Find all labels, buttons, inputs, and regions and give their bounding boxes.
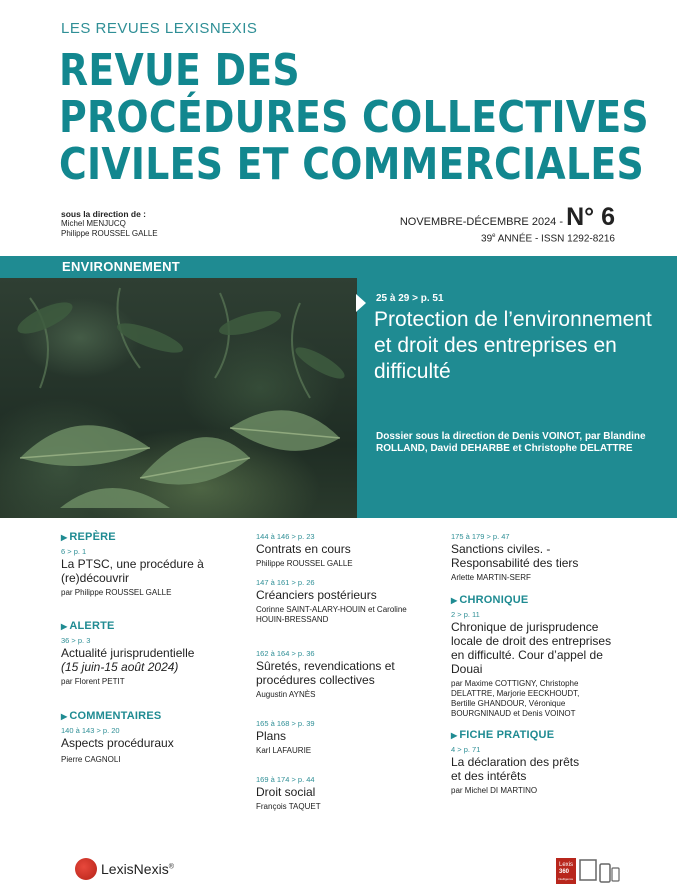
lexis360-devices bbox=[556, 856, 620, 884]
editorial-direction bbox=[61, 209, 158, 239]
page-ref: 4 > p. 71 bbox=[451, 745, 481, 754]
article-title: Actualité jurisprudentielle bbox=[61, 646, 195, 660]
title-line-2: PROCÉDURES COLLECTIVES bbox=[59, 92, 649, 143]
section-label: FICHE PRATIQUE bbox=[459, 729, 555, 741]
article-title: Créanciers postérieurs bbox=[256, 588, 377, 602]
article-author: par Philippe ROUSSEL GALLE bbox=[61, 588, 172, 597]
triangle-icon: ▶ bbox=[451, 596, 458, 605]
lexisnexis-mark-icon bbox=[75, 858, 97, 880]
article-title: La déclaration des prêts et des intérêts bbox=[451, 755, 580, 783]
svg-text:Intelligence: Intelligence bbox=[558, 877, 574, 881]
article-title: Contrats en cours bbox=[256, 542, 351, 556]
director-name: Philippe ROUSSEL GALLE bbox=[61, 229, 158, 238]
toc-entry-alerte bbox=[61, 620, 236, 687]
svg-text:360: 360 bbox=[559, 869, 570, 875]
section-label: REPÈRE bbox=[69, 531, 116, 543]
theme-band bbox=[0, 256, 357, 278]
toc-entry-creanciers bbox=[256, 574, 426, 625]
issue-year-issn: 39e ANNÉE - ISSN 1292-8216 bbox=[481, 233, 615, 245]
article-title: Droit social bbox=[256, 785, 316, 799]
article-title: Chronique de jurisprudence locale de droit des entreprises en difficulté. Cour d’appel de Douai bbox=[451, 620, 612, 676]
toc-entry-sanctions bbox=[451, 528, 631, 583]
article-author: par Florent PETIT bbox=[61, 677, 125, 686]
page-ref: 162 à 164 > p. 36 bbox=[256, 649, 315, 658]
feature-title: Protection de l’environnement et droit des entreprises en difficulté bbox=[374, 308, 652, 383]
feature-pages: 25 à 29 > p. 51 bbox=[376, 293, 444, 304]
issue-date: NOVEMBRE-DÉCEMBRE 2024 - bbox=[399, 216, 564, 228]
article-title: Aspects procéduraux bbox=[61, 736, 174, 750]
page-ref: 169 à 174 > p. 44 bbox=[256, 775, 315, 784]
triangle-icon: ▶ bbox=[451, 731, 458, 740]
page-ref: 140 à 143 > p. 20 bbox=[61, 726, 120, 735]
toc-entry-commentaires bbox=[61, 710, 236, 765]
page-ref: 144 à 146 > p. 23 bbox=[256, 532, 315, 541]
section-label: ALERTE bbox=[69, 620, 115, 632]
article-author: Philippe ROUSSEL GALLE bbox=[256, 559, 353, 568]
article-title: Sanctions civiles. - Responsabilité des tiers bbox=[451, 542, 579, 570]
page-ref: 36 > p. 3 bbox=[61, 636, 91, 645]
section-label: CHRONIQUE bbox=[459, 594, 529, 606]
toc-entry-repere bbox=[61, 531, 236, 598]
toc-entry-fiche bbox=[451, 729, 626, 796]
lexisnexis-logo: LexisNexis® bbox=[75, 858, 174, 880]
feature-dossier bbox=[357, 256, 677, 518]
article-author: Corinne SAINT-ALARY-HOUIN et Caroline HOUIN-BRESSAND bbox=[256, 605, 407, 624]
toc-entry-chronique bbox=[451, 594, 626, 719]
triangle-icon: ▶ bbox=[61, 712, 68, 721]
page-ref: 147 à 161 > p. 26 bbox=[256, 578, 315, 587]
article-author: Pierre CAGNOLI bbox=[61, 755, 121, 764]
page-ref: 2 > p. 11 bbox=[451, 610, 480, 619]
title-line-1: REVUE DES bbox=[59, 45, 300, 96]
article-author: par Michel DI MARTINO bbox=[451, 786, 538, 795]
article-author: Augustin AYNÈS bbox=[256, 690, 316, 699]
toc-entry-suretes bbox=[256, 645, 406, 700]
page-ref: 6 > p. 1 bbox=[61, 547, 87, 556]
toc-entry-contrats bbox=[256, 528, 426, 569]
svg-text:Lexis: Lexis bbox=[559, 862, 574, 868]
publisher-name: LexisNexis bbox=[101, 861, 169, 877]
feature-credits: Dossier sous la direction de Denis VOINOT, par Blandine ROLLAND, David DEHARBE et Christophe DELATTRE bbox=[376, 431, 646, 454]
series-name: LES REVUES LEXISNEXIS bbox=[61, 20, 258, 37]
foliage-illustration bbox=[0, 278, 357, 518]
triangle-icon: ▶ bbox=[61, 533, 68, 542]
theme-label: ENVIRONNEMENT bbox=[62, 259, 181, 274]
page-ref: 165 à 168 > p. 39 bbox=[256, 719, 315, 728]
article-author: François TAQUET bbox=[256, 802, 321, 811]
article-title: Plans bbox=[256, 729, 287, 743]
article-author: Arlette MARTIN-SERF bbox=[451, 573, 531, 582]
journal-title bbox=[59, 45, 649, 190]
toc-entry-social bbox=[256, 771, 426, 812]
director-name: Michel MENJUCQ bbox=[61, 219, 126, 228]
section-label: COMMENTAIRES bbox=[69, 710, 162, 722]
article-author: par Maxime COTTIGNY, Christophe DELATTRE, Marjorie EECKHOUDT, Bertille GHANDOUR, Véronique BOURGNINAUD et Denis VOINOT bbox=[451, 679, 580, 718]
triangle-icon: ▶ bbox=[61, 622, 68, 631]
rainforest-photo bbox=[0, 278, 357, 518]
article-title: La PTSC, une procédure à (re)découvrir bbox=[61, 557, 204, 585]
issue-info bbox=[400, 203, 615, 244]
issue-number: N° 6 bbox=[566, 203, 615, 231]
article-title-period: (15 juin-15 août 2024) bbox=[61, 660, 179, 674]
article-author: Karl LAFAURIE bbox=[256, 746, 312, 755]
page-ref: 175 à 179 > p. 47 bbox=[451, 532, 510, 541]
article-title: Sûretés, revendications et procédures collectives bbox=[256, 659, 395, 687]
pointer-notch bbox=[356, 294, 366, 312]
toc-entry-plans bbox=[256, 715, 426, 756]
title-line-3: CIVILES ET COMMERCIALES bbox=[59, 139, 644, 190]
direction-label: sous la direction de : bbox=[61, 209, 147, 219]
devices-icon bbox=[556, 856, 620, 884]
